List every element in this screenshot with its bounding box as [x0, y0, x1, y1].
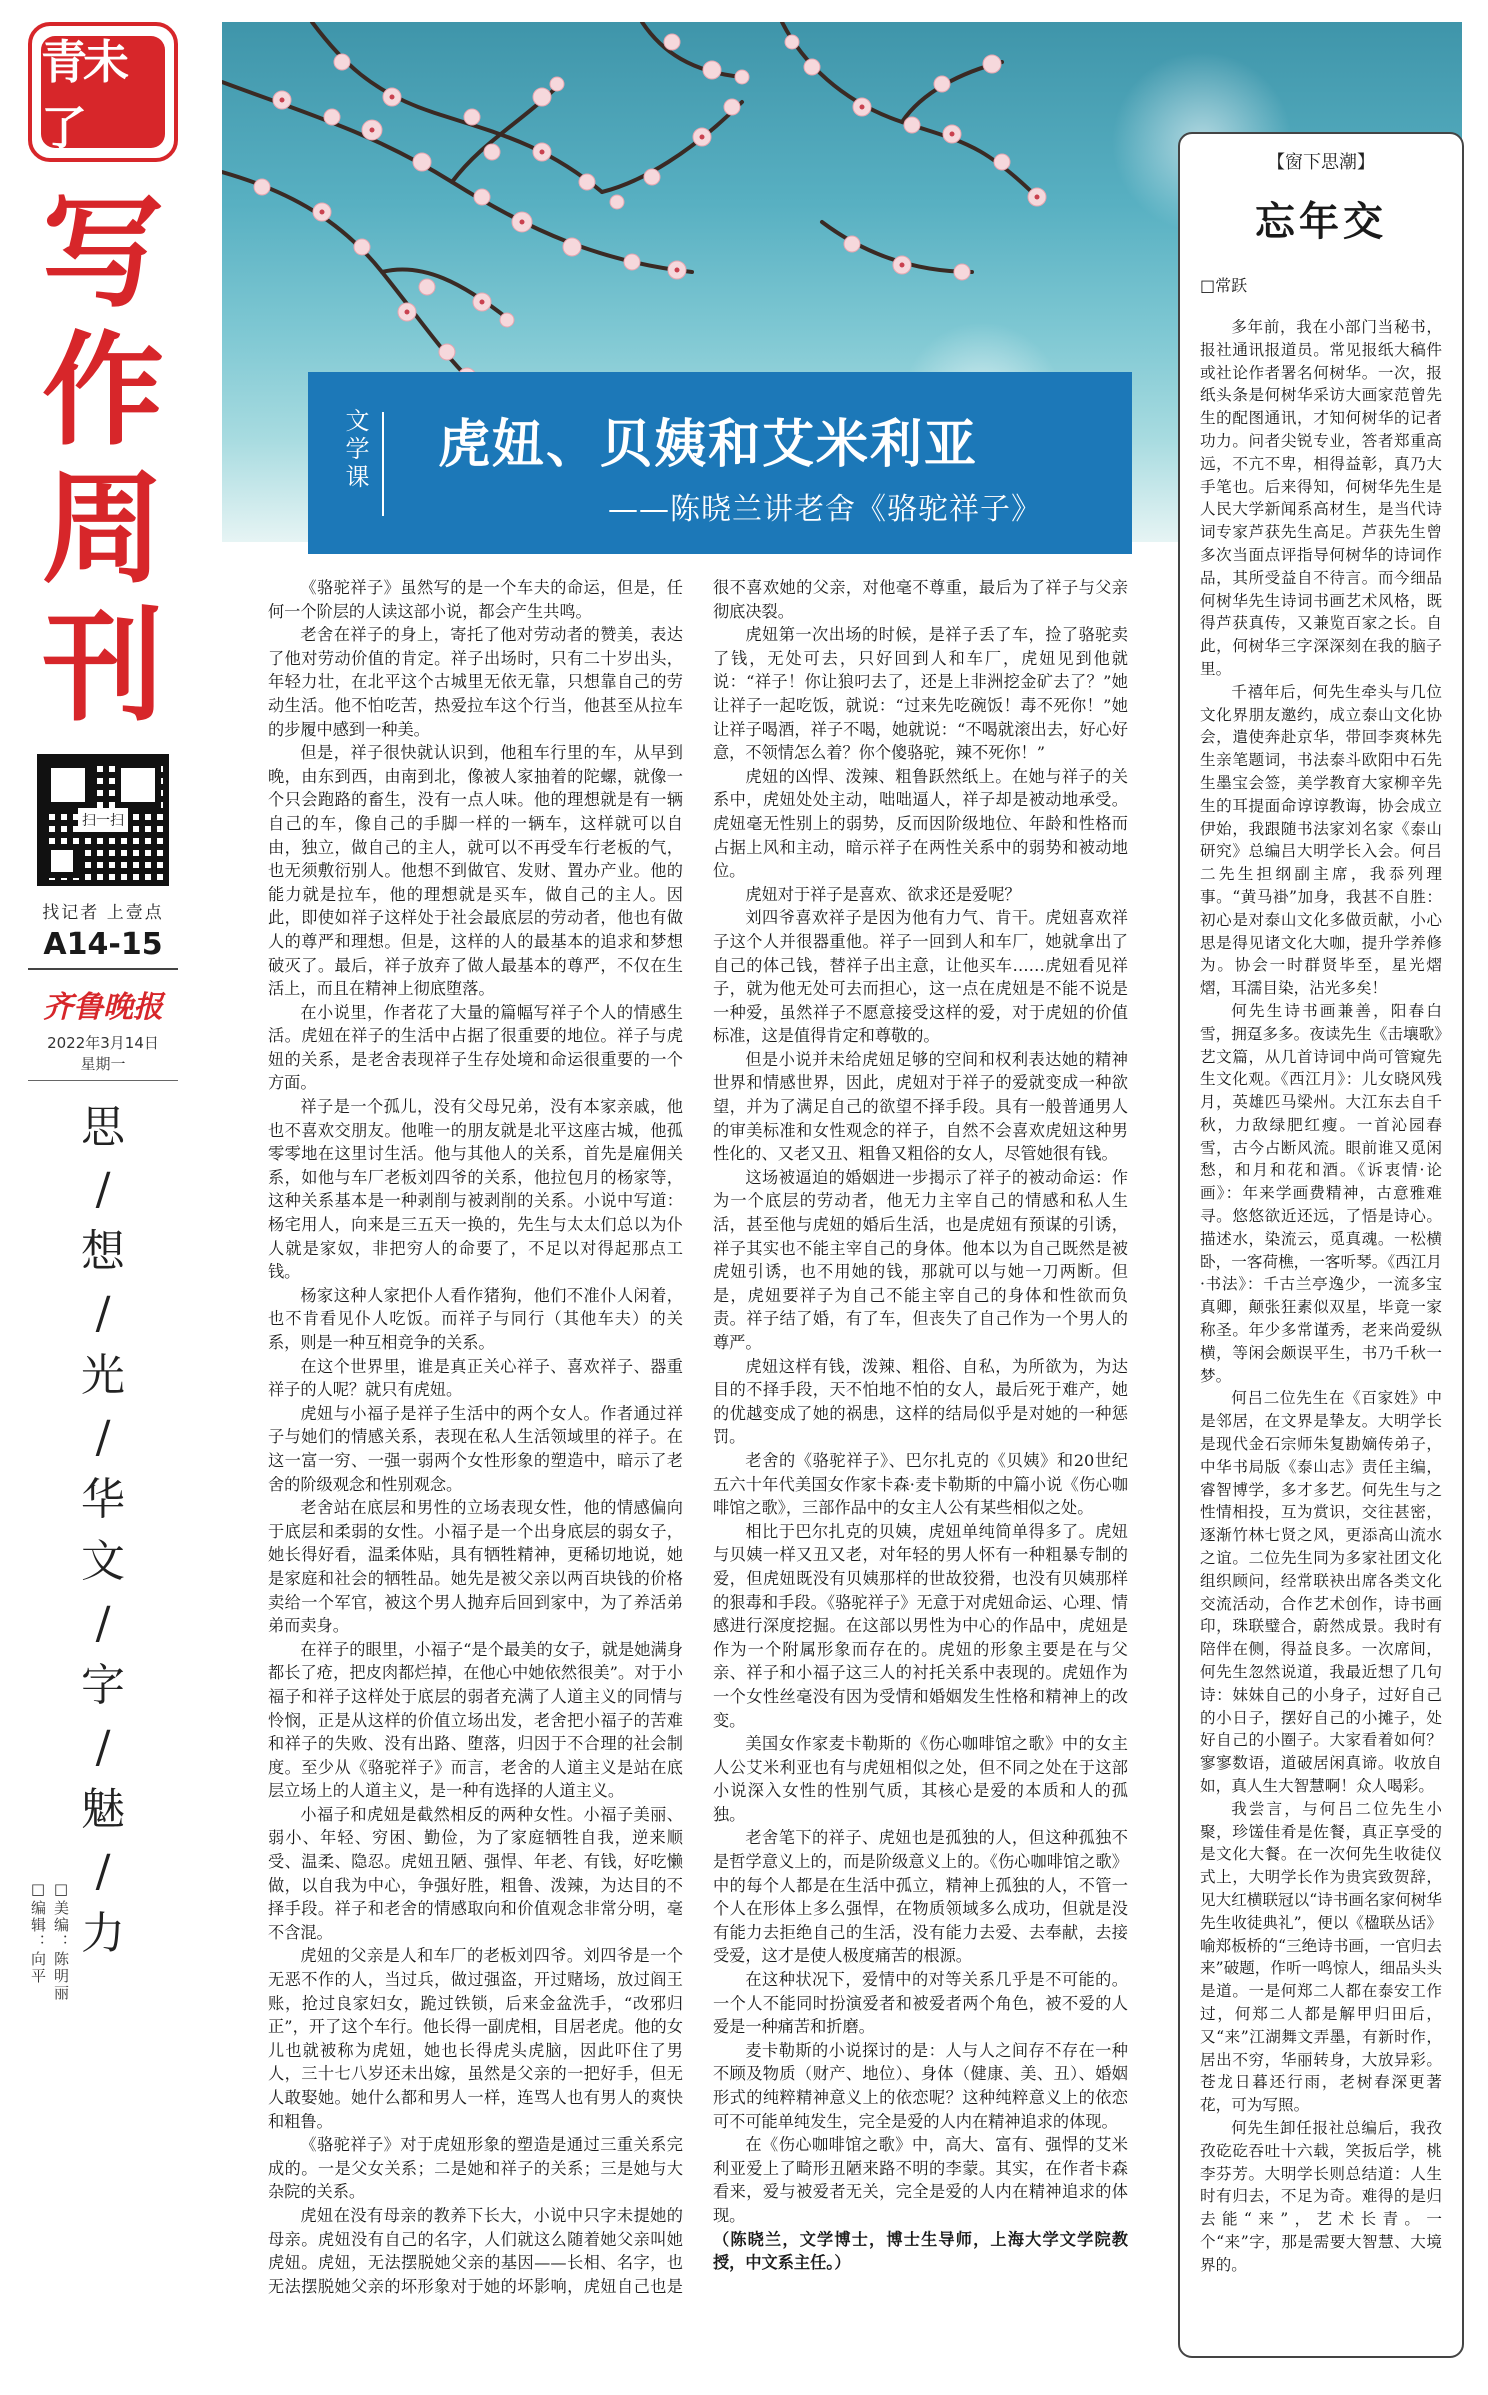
motto-char: 力: [81, 1908, 125, 1959]
article-paragraph: 《骆驼祥子》虽然写的是一个车夫的命运，但是，任何一个阶层的人读这部小说，都会产生共鸣。: [268, 578, 683, 621]
editor-credits: [28, 1880, 178, 2002]
article-paragraph: 刘四爷喜欢祥子是因为他有力气、肯干。虎妞喜欢祥子这个人并很器重他。祥子一回到人和车厂，她就拿出了自己的体己钱，替祥子出主意，让他买车……虎妞看见祥子，就为他无处可去而担心，这一点在虎妞是不能不说是一种爱，虽然祥子不愿意接受这样的爱，对于虎妞的价值标准，这是值得肯定和尊敬的。: [713, 908, 1128, 1046]
sidebar-paragraph: 何先生卸任报社总编后，我孜孜矻矻吞吐十六载，笑扳后学，桃李芬芳。大明学长则总结道：人生时有归去，不足为奇。难得的是归去能“来”，艺术长青。一个“来”字，那是需要大智慧、大境界的。: [1200, 2118, 1442, 2274]
article-paragraph: 美国女作家麦卡勒斯的《伤心咖啡馆之歌》中的女主人公艾米利亚也有与虎妞相似之处，但不同之处在于这部小说深入女性的性别气质，其核心是爱的本质和人的孤独。: [713, 1734, 1128, 1824]
section-title-char: 写: [42, 182, 164, 324]
motto-char: /: [95, 1412, 111, 1463]
motto-char: /: [95, 1846, 111, 1897]
article-paragraph: 虎妞的凶悍、泼辣、粗鲁跃然纸上。在她与祥子的关系中，虎妞处处主动，咄咄逼人，祥子却是被动地承受。虎妞毫无性别上的弱势，反而因阶级地位、年龄和性格而占据上风和主动，暗示祥子在两性关系中的弱势和被动地位。: [713, 766, 1128, 881]
article-paragraph: 在祥子的眼里，小福子“是个最美的女子，就是她满身都长了疮，把皮肉都烂掉，在他心中她依然很美”。对于小福子和祥子这样处于底层的弱者充满了人道主义的同情与怜悯，正是从这样的价值立场出发，老舍把小福子的苦难和祥子的失败、没有出路、堕落，归因于不合理的社会制度。至少从《骆驼祥子》而言，老舍的人道主义是站在底层立场上的人道主义，是一种有选择的人道主义。: [268, 1639, 683, 1801]
sidebar-column-tag: 【窗下思潮】: [1267, 152, 1375, 173]
sidebar-author: □常跃: [1200, 276, 1248, 295]
motto-char: 思: [81, 1102, 125, 1153]
motto-char: /: [95, 1722, 111, 1773]
article-paragraph: 《骆驼祥子》对于虎妞形象的塑造是通过三重关系完成的。一是父女关系；二是她和祥子的关系；三是她与大杂院的关系。: [268, 2135, 683, 2202]
sidebar-paragraph: 何吕二位先生在《百家姓》中是邻居，在文界是挚友。大明学长是现代金石宗师朱复勘嫡传弟子，中华书局版《泰山志》责任主编，睿智博学，多才多艺。何先生与之性情相投，互为赏识，交往甚密，逐渐竹林七贤之风，更添高山流水之谊。二位先生同为多家社团文化组织顾问，经常联袂出席各类文化交流活动，合作艺术创作，诗书画印，珠联璧合，蔚然成景。我时有陪伴在侧，得益良多。一次席间，何先生忽然说道，我最近想了几句诗：妹妹自己的小身子，过好自己的小日子，摆好自己的小摊子，处好自己的小圈子。大家看着如何？寥寥数语，道破居闲真谛。收放自如，真人生大智慧啊！众人喝彩。: [1200, 1389, 1442, 1795]
logo: [28, 22, 178, 162]
article-paragraph: 这场被逼迫的婚姻进一步揭示了祥子的被动命运：作为一个底层的劳动者，他无力主宰自己的情感和私人生活，甚至他与虎妞的婚后生活，也是虎妞有预谋的引诱，祥子其实也不能主宰自己的身体。他本以为自己既然是被虎妞引诱，也不用她的钱，那就可以与她一刀两断。但是，虎妞要祥子为自己不能主宰自己的身体和性欲而负责。祥子结了婚，有了车，但丧失了自己作为一个男人的尊严。: [713, 1167, 1128, 1352]
article-paragraph: 杨家这种人家把仆人看作猪狗，他们不准仆人闲着，也不肯看见仆人吃饭。而祥子与同行（其他车夫）的关系，则是一种互相竞争的关系。: [268, 1285, 683, 1352]
motto-char: 华: [81, 1474, 125, 1525]
motto-char: /: [95, 1288, 111, 1339]
section-title-char: 周: [42, 458, 164, 600]
motto: [28, 1097, 178, 1965]
article-paragraph: 在这个世界里，谁是真正关心祥子、喜欢祥子、器重祥子的人呢？就只有虎妞。: [268, 1356, 683, 1400]
article-paragraph: 老舍在祥子的身上，寄托了他对劳动者的赞美，表达了他对劳动价值的肯定。祥子出场时，只有二十岁出头，年轻力壮，在北平这个古城里无依无靠，只想靠自己的劳动生活。他不怕吃苦，热爱拉车这个行当，他甚至从拉车的步履中感到一种美。: [268, 625, 683, 739]
motto-char: 想: [81, 1226, 125, 1277]
article-body: [268, 576, 1128, 2336]
author-note: （陈晓兰，文学博士，博士生导师，上海大学文学院教授，中文系主任。）: [713, 2229, 1128, 2273]
article-paragraph: 虎妞在没有母亲的教养下长大，小说中只字未提她的母亲。虎妞没有自己的名字，人们就这么随着她父亲叫她虎妞。虎妞，无法摆脱她父亲的基因——长相、名字，也无法摆脱她父亲的坏形象对于她的坏影响，虎妞自己也是很不喜欢她的父亲，对他毫不尊重，最后为了祥子与父亲彻底决裂。: [268, 578, 1128, 2296]
article-paragraph: 在小说里，作者花了大量的篇幅写祥子个人的情感生活。虎妞在祥子的生活中占据了很重要的地位。祥子与虎妞的关系，是老舍表现祥子生存处境和命运很重要的一个方面。: [268, 1002, 683, 1093]
article-paragraph: 老舍笔下的祥子、虎妞也是孤独的人，但这种孤独不是哲学意义上的，而是阶级意义上的。《伤心咖啡馆之歌》中的每个人都是在生活中孤立，精神上孤独的人，不管一个人在形体上多么强悍，在物质领域多么成功，但就是没有能力去拒绝自己的生活，没有能力去爱、去奉献，去接受爱，这才是使人极度痛苦的根源。: [713, 1828, 1128, 1966]
article-paragraph: 老舍的《骆驼祥子》、巴尔扎克的《贝姨》和20世纪五六十年代美国女作家卡森·麦卡勒斯的中篇小说《伤心咖啡馆之歌》，三部作品中的女主人公有某些相似之处。: [713, 1450, 1128, 1518]
article-paragraph: 老舍站在底层和男性的立场表现女性，他的情感偏向于底层和柔弱的女性。小福子是一个出身底层的弱女子，她长得好看，温柔体贴，具有牺牲精神，更稀切地说，她是家庭和社会的牺牲品。她先是被父亲以两百块钱的价格卖给一个军官，被这个男人抛弃后回到家中，为了养活弟弟而卖身。: [268, 1498, 683, 1636]
sidebar-body: [1200, 316, 1442, 2346]
sidebar-paragraph: 何先生诗书画兼善，阳春白雪，拥趸多多。夜读先生《击壤歌》艺文篇，从几首诗词中尚可管窥先生文化观。《西江月》：儿女晓风残月，英雄匹马梁州。大江东去自千秋，力敌绿肥红瘦。一首沁园春雪，古今占断风流。眼前谁又觅闲愁，和月和花和酒。《诉衷情·论画》：年来学画费精神，古意雅难寻。悠悠欲近还远，了悟是诗心。描述水，染流云，觅真魂。一松横卧，一客荷樵，一客听琴。《西江月·书法》：千古兰亭逸少，一流多宝真卿，颠张狂素似双星，毕竟一家称圣。年少多常谨秀，老来尚爱纵横，等闲会颇误平生，书乃千秋一梦。: [1200, 1001, 1442, 1385]
article-paragraph: 麦卡勒斯的小说探讨的是：人与人之间存不存在一种不顾及物质（财产、地位）、身体（健康、美、丑）、婚姻形式的纯粹精神意义上的依恋呢？这种纯粹意义上的依恋可不可能单纯发生，完全是爱的人内在精神追求的体现。: [713, 2040, 1128, 2131]
newspaper-name: 齐鲁晚报: [43, 990, 163, 1025]
article-title: 虎妞、贝姨和艾米利亚: [438, 414, 979, 475]
find-reporter-text: 找记者 上壹点: [42, 903, 164, 923]
motto-char: /: [95, 1598, 111, 1649]
motto-char: 文: [81, 1536, 125, 1587]
sidebar-essay: [1178, 132, 1464, 2358]
qr-code[interactable]: [37, 754, 169, 886]
banner-divider: [382, 412, 384, 516]
motto-char: 光: [81, 1350, 125, 1401]
article-paragraph: 虎妞对于祥子是喜欢、欲求还是爱呢？: [745, 884, 1021, 904]
qr-label: 扫一扫: [78, 808, 128, 832]
column-tag: 文学课: [341, 408, 369, 492]
section-title-char: 作: [42, 320, 164, 462]
issue-date: [28, 1032, 178, 1081]
section-title: [28, 184, 178, 736]
article-paragraph: 小福子和虎妞是截然相反的两种女性。小福子美丽、弱小、年轻、穷困、勤俭，为了家庭牺牲自我，逆来顺受、温柔、隐忍。虎妞丑陋、强悍、年老、有钱，好吃懒做，以自我为中心，争强好胜，粗鲁、泼辣，为达目的不择手段。祥子和老舍的情感取向和价值观念非常分明，毫不含混。: [268, 1804, 683, 1942]
masthead: [28, 22, 178, 2352]
article-banner: [308, 372, 1132, 554]
sidebar-paragraph: 多年前，我在小部门当秘书，报社通讯报道员。常见报纸大稿件或社论作者署名何树华。一次，报纸头条是何树华采访大画家范曾先生的配图通讯，才知何树华的记者功力。问者尖锐专业，答者郑重高远，不亢不卑，相得益彰，真乃大手笔也。后来得知，何树华先生是人民大学新闻系高材生，是当代诗词专家芦获先生高足。芦获先生曾多次当面点评指导何树华的诗词作品，其所受益自不待言。而今细品何树华先生诗词书画艺术风格，既得芦获真传，又兼览百家之长。自此，何树华三字深深刻在我的脑子里。: [1200, 318, 1442, 678]
section-title-char: 刊: [42, 596, 164, 738]
issue-weekday: 星期一: [80, 1055, 126, 1073]
article-paragraph: 相比于巴尔扎克的贝姨，虎妞单纯简单得多了。虎妞与贝姨一样又丑又老，对年轻的男人怀有一种粗暴专制的爱，但虎妞既没有贝姨那样的世故狡猾，也没有贝姨那样的狠毒和手段。《骆驼祥子》无意于对虎妞命运、心理、情感进行深度挖掘。在这部以男性为中心的作品中，虎妞是作为一个附属形象而存在的。虎妞的形象主要是在与父亲、祥子和小福子这三人的衬托关系中表现的。虎妞作为一个女性丝毫没有因为受情和婚姻发生性格和精神上的改变。: [713, 1521, 1128, 1730]
issue-date-text: 2022年3月14日: [47, 1034, 159, 1052]
designer-credit: □美编：陈明丽: [52, 1880, 70, 2002]
article-paragraph: 但是，祥子很快就认识到，他租车行里的车，从早到晚，由东到西，由南到北，像被人家抽着的陀螺，就像一个只会跑路的畜生，没有一点人味。他的理想就是有一辆自己的车，像自己的手脚一样的一辆车，这样就可以自由，独立，做自己的主人，就可以不再受车行老板的气，也无须敷衍别人。他想不到做官、发财、置办产业。他的能力就是拉车，他的理想就是买车，做自己的主人。因此，即使如祥子这样处于社会最底层的劳动者，他也有做人的尊严和理想。但是，这样的人的最基本的追求和梦想破灭了。最后，祥子放弃了做人最基本的尊严，不仅在生活上，而且在精神上彻底堕落。: [268, 743, 683, 999]
motto-char: 字: [81, 1660, 125, 1711]
article-paragraph: 虎妞第一次出场的时候，是祥子丢了车，捡了骆驼卖了钱，无处可去，只好回到人和车厂，虎妞见到他就说：“祥子！你让狼叼去了，还是上非洲挖金矿去了？”她让祥子一起吃饭，就说：“过来先吃碗饭！毒不死你！”她让祥子喝酒，祥子不喝，她就说：“不喝就滚出去，好心好意，不领情怎么着？你个傻骆驼，辣不死你！”: [713, 625, 1128, 763]
sidebar-paragraph: 我尝言，与何吕二位先生小聚，珍馐佳肴是佐餐，真正享受的是文化大餐。在一次何先生收徒仪式上，大明学长作为贵宾致贺辞，见大红横联冠以“诗书画名家何树华先生收徒典礼”，便以《楹联丛话》喻郑板桥的“三绝诗书画，一官归去来”破题，作听一鸣惊人，细品头头是道。一是何郑二人都在泰安工作过，何郑二人都是解甲归田后，又“来”江湖舞文弄墨，有新时作，居出不穷，华丽转身，大放异彩。苍龙日暮还行雨，老树春深更著花，可为写照。: [1200, 1799, 1442, 2115]
sidebar-title: 忘年交: [1255, 198, 1387, 245]
article-paragraph: 虎妞与小福子是祥子生活中的两个女人。作者通过祥子与她们的情感关系，表现在私人生活领域里的祥子。在这一富一穷、一强一弱两个女性形象的塑造中，暗示了老舍的阶级观念和性别观念。: [268, 1403, 683, 1494]
article-paragraph: 虎妞这样有钱，泼辣、粗俗、自私，为所欲为，为达目的不择手段，天不怕地不怕的女人，最后死于难产，她的优越变成了她的祸患，这样的结局似乎是对她的一种惩罚。: [713, 1356, 1128, 1447]
article-paragraph: 在《伤心咖啡馆之歌》中，高大、富有、强悍的艾米利亚爱上了畸形丑陋来路不明的李蒙。其实，在作者卡森看来，爱与被爱者无关，完全是爱的人内在精神追求的体现。: [713, 2135, 1128, 2225]
article-paragraph: 祥子是一个孤儿，没有父母兄弟，没有本家亲戚，他也不喜欢交朋友。他唯一的朋友就是北平这座古城，他孤零零地在这里讨生活。他与其他人的关系，首先是雇佣关系，如他与车厂老板刘四爷的关系，他拉包月的杨家等，这种关系基本是一种剥削与被剥削的关系。小说中写道：杨宅用人，向来是三五天一换的，先生与太太们总以为仆人就是家奴，非把穷人的命要了，不足以对得起那点工钱。: [268, 1097, 683, 1282]
editor-credit: □编辑：向平: [29, 1880, 47, 1985]
logo-text: 青未了: [41, 36, 165, 148]
motto-char: 魅: [81, 1784, 125, 1835]
article-subtitle: ——陈晓兰讲老舍《骆驼祥子》: [608, 492, 1042, 527]
motto-char: /: [95, 1164, 111, 1215]
article-paragraph: 在这种状况下，爱情中的对等关系几乎是不可能的。一个人不能同时扮演爱者和被爱者两个角色，被不爱的人爱是一种痛苦和折磨。: [713, 1970, 1128, 2037]
page-numbers: A14-15: [28, 927, 178, 970]
article-paragraph: 但是小说并未给虎妞足够的空间和权利表达她的精神世界和情感世界，因此，虎妞对于祥子的爱就变成一种欲望，并为了满足自己的欲望不择手段。具有一般普通男人的审美标准和女性观念的祥子，自然不会喜欢虎妞这种男性化的、又老又丑、粗鲁又粗俗的女人，尽管她很有钱。: [713, 1049, 1128, 1164]
article-paragraph: 虎妞的父亲是人和车厂的老板刘四爷。刘四爷是一个无恶不作的人，当过兵，做过强盗，开过赌场，放过阎王账，抢过良家妇女，跪过铁锁，后来金盆洗手，“改邪归正”，开了这个车行。他长得一副虎相，目居老虎。他的女儿也就被称为虎妞，她也长得虎头虎脑，因此吓住了男人，三十七八岁还未出嫁，虽然是父亲的一把好手，但无人敢娶她。她什么都和男人一样，连骂人也有男人的爽快和粗鲁。: [268, 1946, 683, 2131]
sidebar-paragraph: 千禧年后，何先生牵头与几位文化界朋友邀约，成立泰山文化协会，遣使奔赴京华，带回李爽林先生亲笔题词，书法泰斗欧阳中石先生墨宝会签，美学教育大家柳辛先生的耳提面命谆谆教诲，协会成立伊始，我跟随书法家刘名家《泰山研究》总编吕大明学长入会。何吕二先生担纲副主席，我忝列理事。“黄马褂”加身，我甚不自胜：初心是对泰山文化多做贡献，小心思是得见诸文化大咖，提升学养修为。协会一时群贤毕至，星光熠熠，耳濡目染，沾光多矣！: [1200, 682, 1442, 998]
